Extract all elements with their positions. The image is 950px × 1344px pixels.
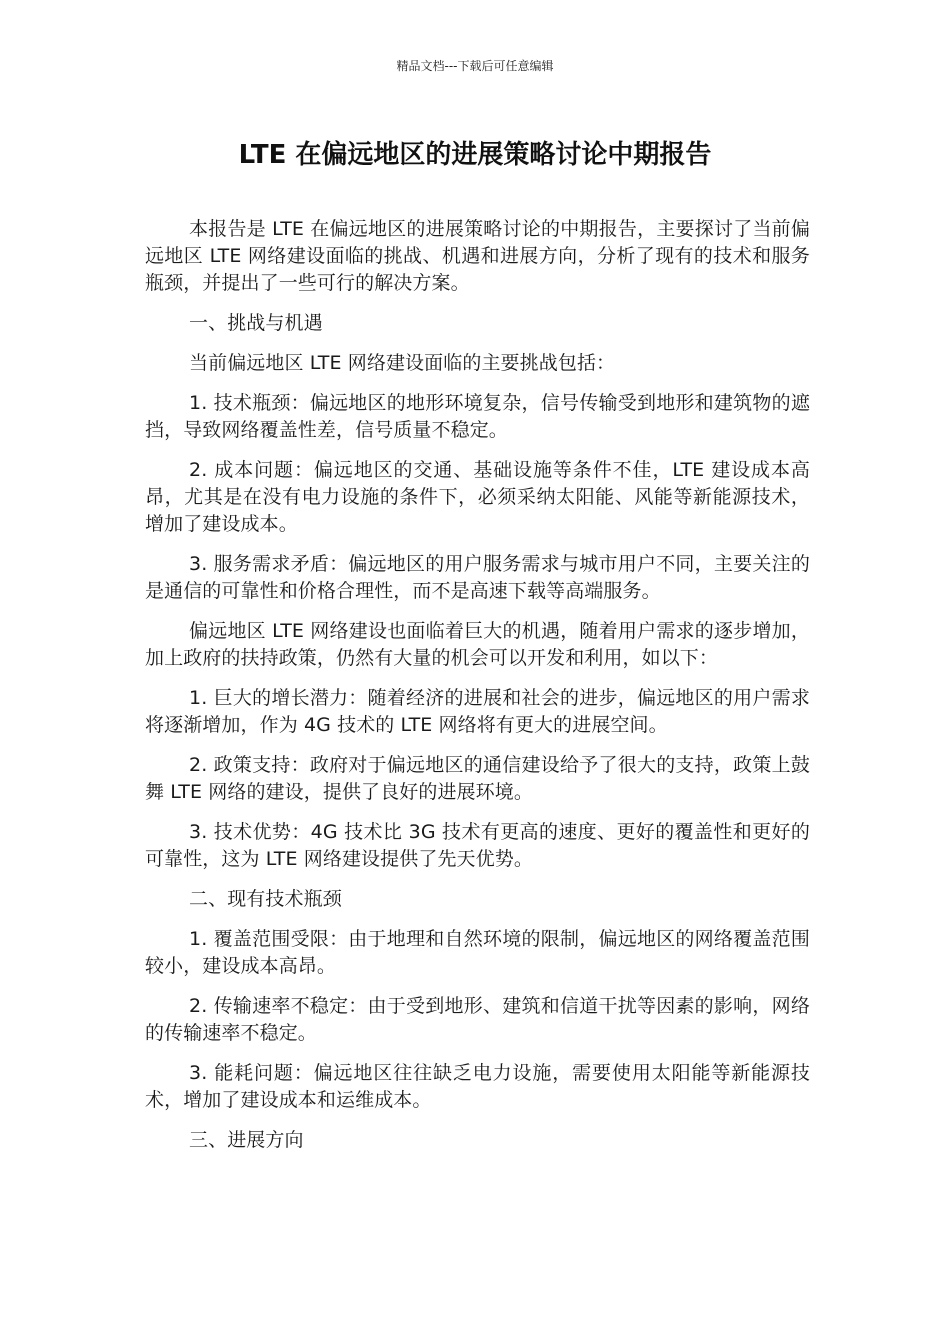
paragraph: 当前偏远地区 LTE 网络建设面临的主要挑战包括： [189, 352, 616, 374]
intro-paragraph: 本报告是 LTE 在偏远地区的进展策略讨论的中期报告，主要探讨了当前偏远地区 LTE 网络建设面临的挑战、机遇和进展方向，分析了现有的技术和服务瓶颈，并提出了一些可行的解决方案。 [145, 218, 810, 294]
list-item: 3. 服务需求矛盾：偏远地区的用户服务需求与城市用户不同，主要关注的是通信的可靠性和价格合理性，而不是高速下载等高端服务。 [145, 553, 810, 602]
list-item: 1. 技术瓶颈：偏远地区的地形环境复杂，信号传输受到地形和建筑物的遮挡，导致网络覆盖性差，信号质量不稳定。 [145, 392, 810, 441]
list-item: 3. 能耗问题：偏远地区往往缺乏电力设施，需要使用太阳能等新能源技术，增加了建设成本和运维成本。 [145, 1062, 810, 1111]
section-heading-direction: 三、进展方向 [189, 1129, 304, 1151]
list-item: 3. 技术优势：4G 技术比 3G 技术有更高的速度、更好的覆盖性和更好的可靠性，这为 LTE 网络建设提供了先天优势。 [145, 821, 810, 870]
paragraph: 偏远地区 LTE 网络建设也面临着巨大的机遇，随着用户需求的逐步增加，加上政府的扶持政策，仍然有大量的机会可以开发和利用，如以下： [145, 620, 810, 669]
section-heading-bottlenecks: 二、现有技术瓶颈 [189, 888, 342, 910]
section-heading-challenges: 一、挑战与机遇 [189, 312, 323, 334]
document-title: LTE 在偏远地区的进展策略讨论中期报告 [238, 140, 712, 170]
list-item: 2. 成本问题：偏远地区的交通、基础设施等条件不佳，LTE 建设成本高昂，尤其是在没有电力设施的条件下，必须采纳太阳能、风能等新能源技术，增加了建设成本。 [145, 459, 810, 535]
list-item: 2. 传输速率不稳定：由于受到地形、建筑和信道干扰等因素的影响，网络的传输速率不稳定。 [145, 995, 810, 1044]
page-header: 精品文档---下载后可任意编辑 [396, 59, 554, 73]
list-item: 1. 巨大的增长潜力：随着经济的进展和社会的进步，偏远地区的用户需求将逐渐增加，作为 4G 技术的 LTE 网络将有更大的进展空间。 [145, 687, 810, 736]
document-body [145, 216, 810, 1167]
list-item: 2. 政策支持：政府对于偏远地区的通信建设给予了很大的支持，政策上鼓舞 LTE 网络的建设，提供了良好的进展环境。 [145, 754, 810, 803]
list-item: 1. 覆盖范围受限：由于地理和自然环境的限制，偏远地区的网络覆盖范围较小，建设成本高昂。 [145, 928, 810, 977]
